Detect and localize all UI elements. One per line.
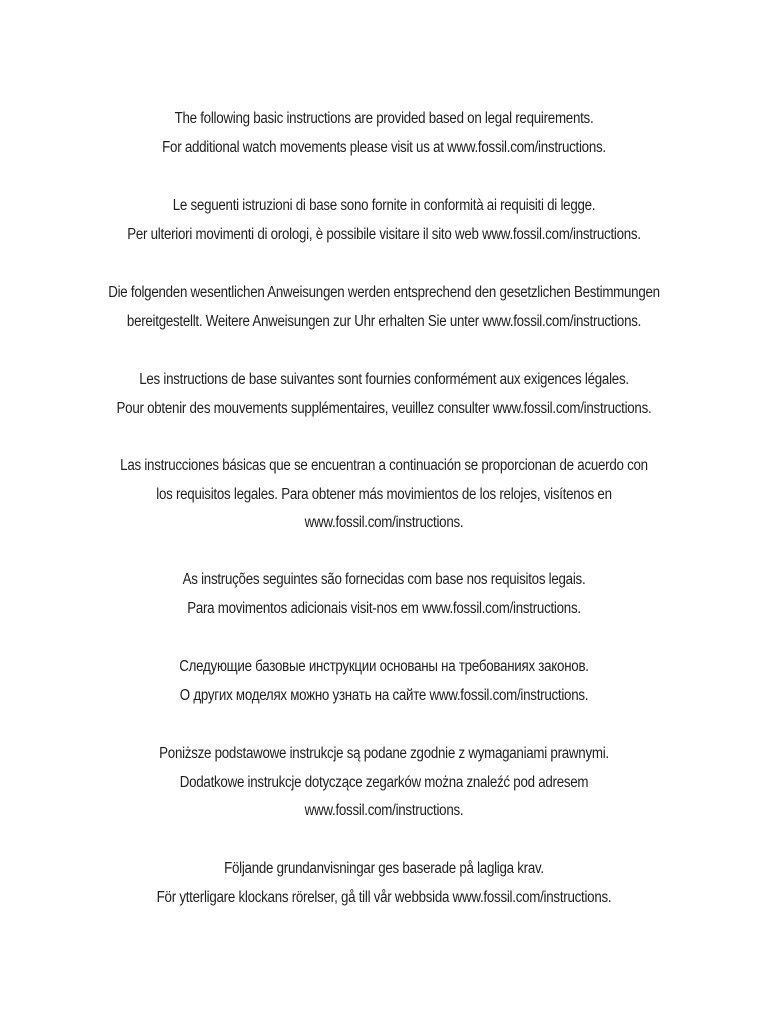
paragraph-polish [54,740,714,826]
text-line: As instruções seguintes são fornecidas com base nos requisitos legais. [182,571,586,588]
text-line: For additional watch movements please visit us at www.fossil.com/instructions. [162,138,606,156]
text-line: För ytterligare klockans rörelser, gå till vår webbsida www.fossil.com/instructions. [156,888,612,906]
text-line: Dodatkowe instrukcje dotyczące zegarków można znaleźć pod adresem [179,773,589,791]
text-line: www.fossil.com/instructions. [304,802,464,819]
text-line: Per ulteriori movimenti di orologi, è possibile visitare il sito web www.fossil.com/instructions. [127,225,641,243]
text-line: bereitgestellt. Weitere Anweisungen zur Uhr erhalten Sie unter www.fossil.com/instructions. [126,312,642,330]
text-line: Les instructions de base suivantes sont fournies conformément aux exigences légales. [139,371,629,388]
paragraph-french [54,366,714,423]
text-line: Para movimentos adicionais visit-nos em www.fossil.com/instructions. [187,599,581,617]
text-line: los requisitos legales. Para obtener más movimientos de los relojes, visítenos en [156,485,612,503]
text-line: Le seguenti istruzioni di base sono fornite in conformità ai requisiti di legge. [172,197,596,214]
paragraph-portuguese [54,566,714,623]
paragraph-swedish [54,855,714,912]
paragraph-german [54,279,714,336]
text-line: www.fossil.com/instructions. [304,514,464,531]
text-line: Pour obtenir des mouvements supplémentaires, veuillez consulter www.fossil.com/instructions. [116,399,652,417]
paragraph-spanish [54,452,714,538]
text-line: Las instrucciones básicas que se encuentran a continuación se proporcionan de acuerdo con [120,457,648,474]
paragraph-english [54,105,714,162]
paragraph-italian [54,192,714,249]
text-line: The following basic instructions are provided based on legal requirements. [174,110,594,127]
text-line: Följande grundanvisningar ges baserade på lagliga krav. [224,860,544,877]
paragraph-russian [54,653,714,710]
text-line: Следующие базовые инструкции основаны на требованиях законов. [179,658,589,675]
text-line: Poniższe podstawowe instrukcje są podane zgodnie z wymaganiami prawnymi. [159,745,609,762]
text-line: Die folgenden wesentlichen Anweisungen werden entsprechend den gesetzlichen Bestimmungen [108,284,660,301]
text-line: О других моделях можно узнать на сайте www.fossil.com/instructions. [179,686,589,704]
